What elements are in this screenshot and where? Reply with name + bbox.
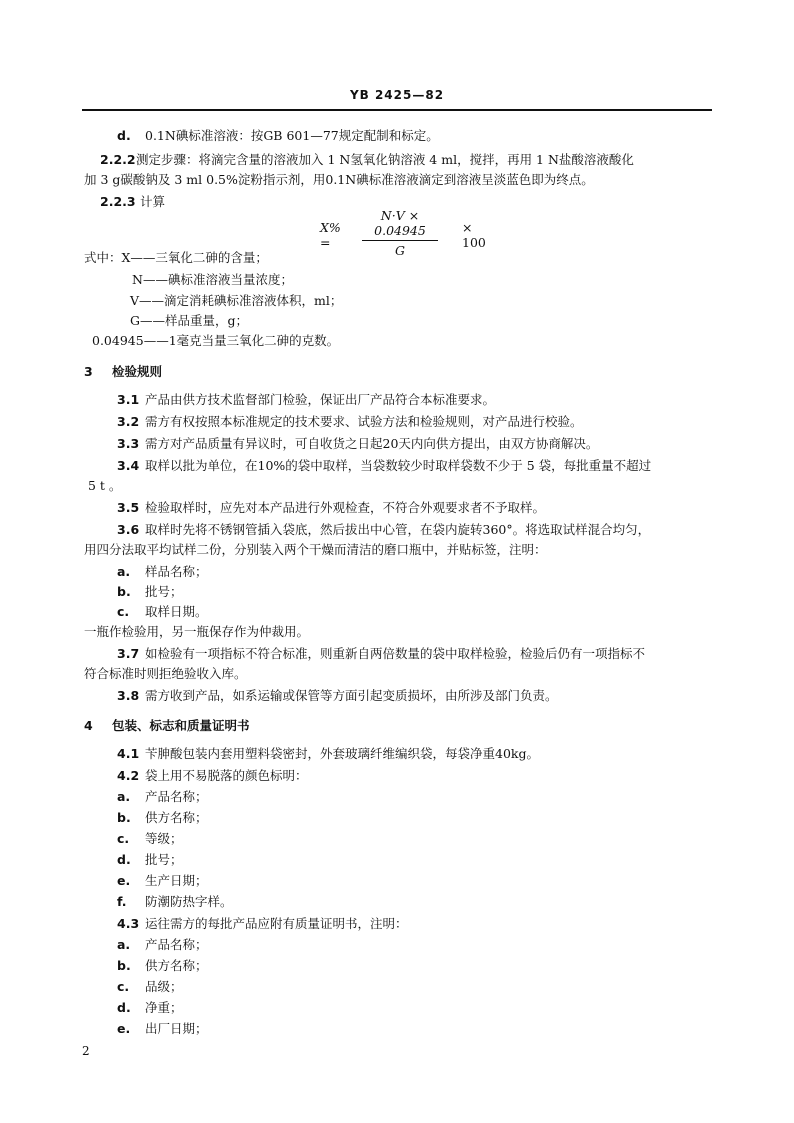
formula-denominator: G xyxy=(395,243,405,258)
clause-4-2-d: d. 批号； xyxy=(117,852,183,867)
formula-lhs: X% = xyxy=(320,220,341,250)
header-rule xyxy=(82,109,712,111)
clause-3-7-cont: 符合标准时则拒绝验收入库。 xyxy=(84,666,247,681)
clause-3-6-c: c. 取样日期。 xyxy=(117,604,208,619)
clause-4-3-b: b. 供方名称； xyxy=(117,958,208,973)
where-x: 式中：X——三氧化二砷的含量； xyxy=(84,250,268,265)
where-n: N——碘标准溶液当量浓度； xyxy=(132,272,293,287)
section-3-title: 3 检验规则 xyxy=(84,364,163,379)
clause-4-3-c: c. 品级； xyxy=(117,979,183,994)
clause-3-2: 3.2 需方有权按照本标准规定的技术要求、试验方法和检验规则，对产品进行校验。 xyxy=(117,414,583,429)
clause-4-3-d: d. 净重； xyxy=(117,1000,183,1015)
clause-3-6-cont: 用四分法取平均试样二份，分别装入两个干燥而清洁的磨口瓶中，并贴标签，注明： xyxy=(84,542,547,557)
clause-3-7: 3.7 如检验有一项指标不符合标准，则重新自两倍数量的袋中取样检验，检验后仍有一项指标不 xyxy=(117,646,646,661)
line-2-2-2: 2.2.2测定步骤：将滴完含量的溶液加入 1 N氢氧化钠溶液 4 ml，搅拌，再用 1 N盐酸溶液酸化 xyxy=(100,152,634,167)
clause-4-2-f: f. 防潮防热字样。 xyxy=(117,894,233,909)
line-2-2-3: 2.2.3 计算 xyxy=(100,194,166,209)
page-number: 2 xyxy=(82,1044,90,1058)
where-v: V——滴定消耗碘标准溶液体积，ml； xyxy=(130,293,343,308)
where-constant: 0.04945——1毫克当量三氧化二砷的克数。 xyxy=(92,333,340,348)
formula-rhs: × 100 xyxy=(462,220,486,250)
clause-3-4: 3.4 取样以批为单位，在10%的袋中取样，当袋数较少时取样袋数不少于 5 袋，每批重量不超过 xyxy=(117,458,652,473)
clause-4-2-e: e. 生产日期； xyxy=(117,873,208,888)
section-4-title: 4 包装、标志和质量证明书 xyxy=(84,718,250,733)
clause-3-8: 3.8 需方收到产品，如系运输或保管等方面引起变质损坏，由所涉及部门负责。 xyxy=(117,688,558,703)
clause-4-3: 4.3 运往需方的每批产品应附有质量证明书，注明： xyxy=(117,916,408,931)
clause-4-2: 4.2 袋上用不易脱落的颜色标明： xyxy=(117,768,308,783)
clause-3-6: 3.6 取样时先将不锈钢管插入袋底，然后拔出中心管，在袋内旋转360°。将选取试样混合均匀， xyxy=(117,522,651,537)
clause-3-5: 3.5 检验取样时，应先对本产品进行外观检查，不符合外观要求者不予取样。 xyxy=(117,500,546,515)
clause-3-1: 3.1 产品由供方技术监督部门检验，保证出厂产品符合本标准要求。 xyxy=(117,392,496,407)
clause-3-6-b: b. 批号； xyxy=(117,584,183,599)
clause-4-2-c: c. 等级； xyxy=(117,831,183,846)
line-2-2-2-cont: 加 3 g碳酸钠及 3 ml 0.5%淀粉指示剂，用0.1N碘标准溶液滴定到溶液呈淡蓝色即为终点。 xyxy=(84,172,594,187)
clause-4-3-e: e. 出厂日期； xyxy=(117,1021,208,1036)
line-2-2-1-d: d. 0.1N碘标准溶液：按GB 601—77规定配制和标定。 xyxy=(117,128,439,143)
clause-4-2-a: a. 产品名称； xyxy=(117,789,208,804)
clause-4-1: 4.1 苄胂酸包装内套用塑料袋密封，外套玻璃纤维编织袋，每袋净重40kg。 xyxy=(117,746,539,761)
clause-3-3: 3.3 需方对产品质量有异议时，可自收货之日起20天内向供方提出，由双方协商解决。 xyxy=(117,436,599,451)
clause-3-6-a: a. 样品名称； xyxy=(117,564,208,579)
formula-fraction xyxy=(362,208,438,258)
formula-numerator: N·V × 0.04945 xyxy=(362,208,438,241)
where-g: G——样品重量，g； xyxy=(130,313,248,328)
standard-code-header: YB 2425—82 xyxy=(349,88,445,102)
clause-4-2-b: b. 供方名称； xyxy=(117,810,208,825)
clause-3-4-cont: 5 t 。 xyxy=(88,478,122,493)
clause-3-6-note: 一瓶作检验用，另一瓶保存作为仲裁用。 xyxy=(84,624,310,639)
clause-4-3-a: a. 产品名称； xyxy=(117,937,208,952)
